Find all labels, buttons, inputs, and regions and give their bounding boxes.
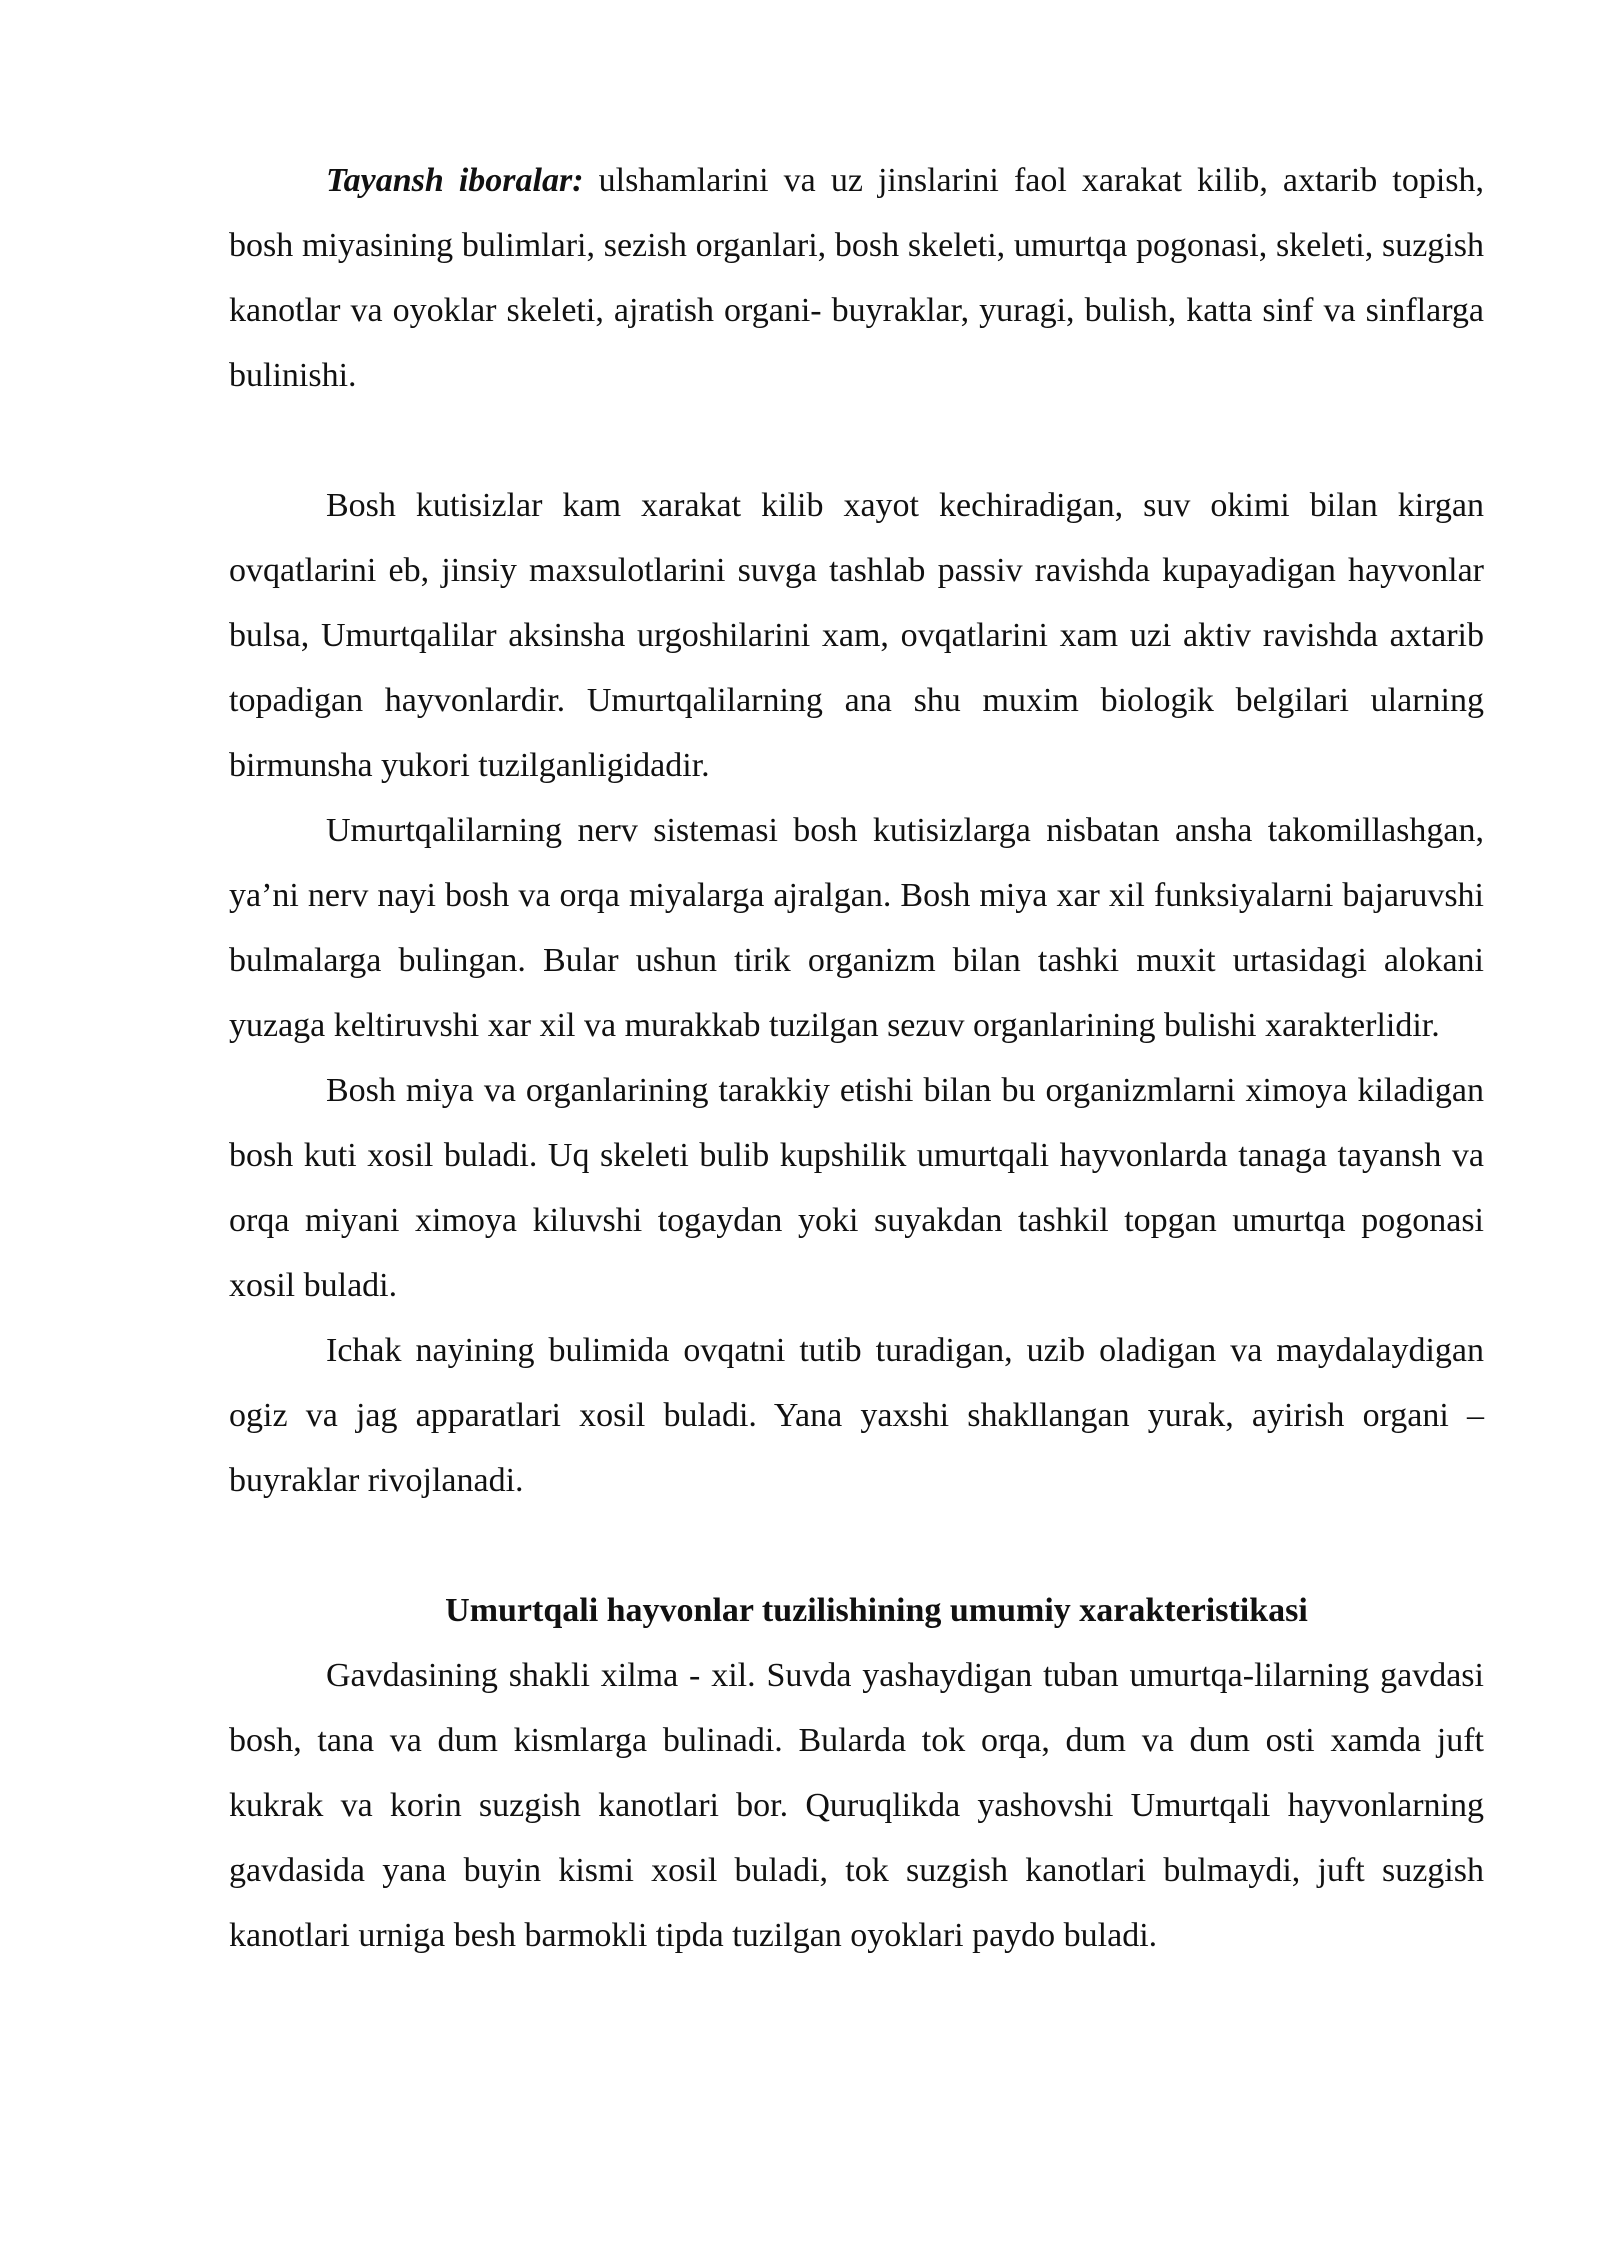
section-heading: Umurtqali hayvonlar tuzilishining umumiy xarakteristikasi: [445, 1592, 1308, 1629]
keywords-label: Tayansh iboralar:: [326, 162, 584, 199]
keywords-paragraph: [229, 148, 1484, 408]
body-paragraph-4: Ichak nayining bulimida ovqatni tutib turadigan, uzib oladigan va maydalaydigan ogiz va jag apparatlari xosil buladi. Yana yaxshi shakllangan yurak, ayirish organi – buyraklar rivojlanadi.: [229, 1332, 1484, 1499]
body-paragraph-1: Bosh kutisizlar kam xarakat kilib xayot kechiradigan, suv okimi bilan kirgan ovqatlarini eb, jinsiy maxsulotlarini suvga tashlab passiv ravishda kupayadigan hayvonlar bulsa, Umurtqalilar aksinsha urgoshilarini xam, ovqatlarini xam uzi aktiv ravishda axtarib topadigan hayvonlardir. Umurtqalilarning ana shu muxim biologik belgilari ularning birmunsha yukori tuzilganligidadir.: [229, 487, 1484, 784]
section-paragraph: Gavdasining shakli xilma - xil. Suvda yashaydigan tuban umurtqa-lilarning gavdasi bosh, tana va dum kismlarga bulinadi. Bularda tok orqa, dum va dum osti xamda juft kukrak va korin suzgish kanotlari bor. Quruqlikda yashovshi Umurtqali hayvonlarning gavdasida yana buyin kismi xosil buladi, tok suzgish kanotlari bulmaydi, juft suzgish kanotlari urniga besh barmokli tipda tuzilgan oyoklari paydo buladi.: [229, 1657, 1484, 1954]
body-paragraph-2: Umurtqalilarning nerv sistemasi bosh kutisizlarga nisbatan ansha takomillashgan, ya’ni nerv nayi bosh va orqa miyalarga ajralgan. Bosh miya xar xil funksiyalarni bajaruvshi bulmalarga bulingan. Bular ushun tirik organizm bilan tashki muxit urtasidagi alokani yuzaga keltiruvshi xar xil va murakkab tuzilgan sezuv organlarining bulishi xarakterlidir.: [229, 812, 1484, 1044]
keywords-text: ulshamlarini va uz jinslarini faol xarakat kilib, axtarib topish, bosh miyasining bulimlari, sezish organlari, bosh skeleti, umurtqa pogonasi, skeleti, suzgish kanotlar va oyoklar skeleti, ajratish organi- buyraklar, yuragi, bulish, katta sinf va sinflarga bulinishi.: [229, 162, 1484, 394]
document-body: [229, 148, 1484, 1968]
body-paragraph-3: Bosh miya va organlarining tarakkiy etishi bilan bu organizmlarni ximoya kiladigan bosh kuti xosil buladi. Uq skeleti bulib kupshilik umurtqali hayvonlarda tanaga tayansh va orqa miyani ximoya kiluvshi togaydan yoki suyakdan tashkil topgan umurtqa pogonasi xosil buladi.: [229, 1072, 1484, 1304]
